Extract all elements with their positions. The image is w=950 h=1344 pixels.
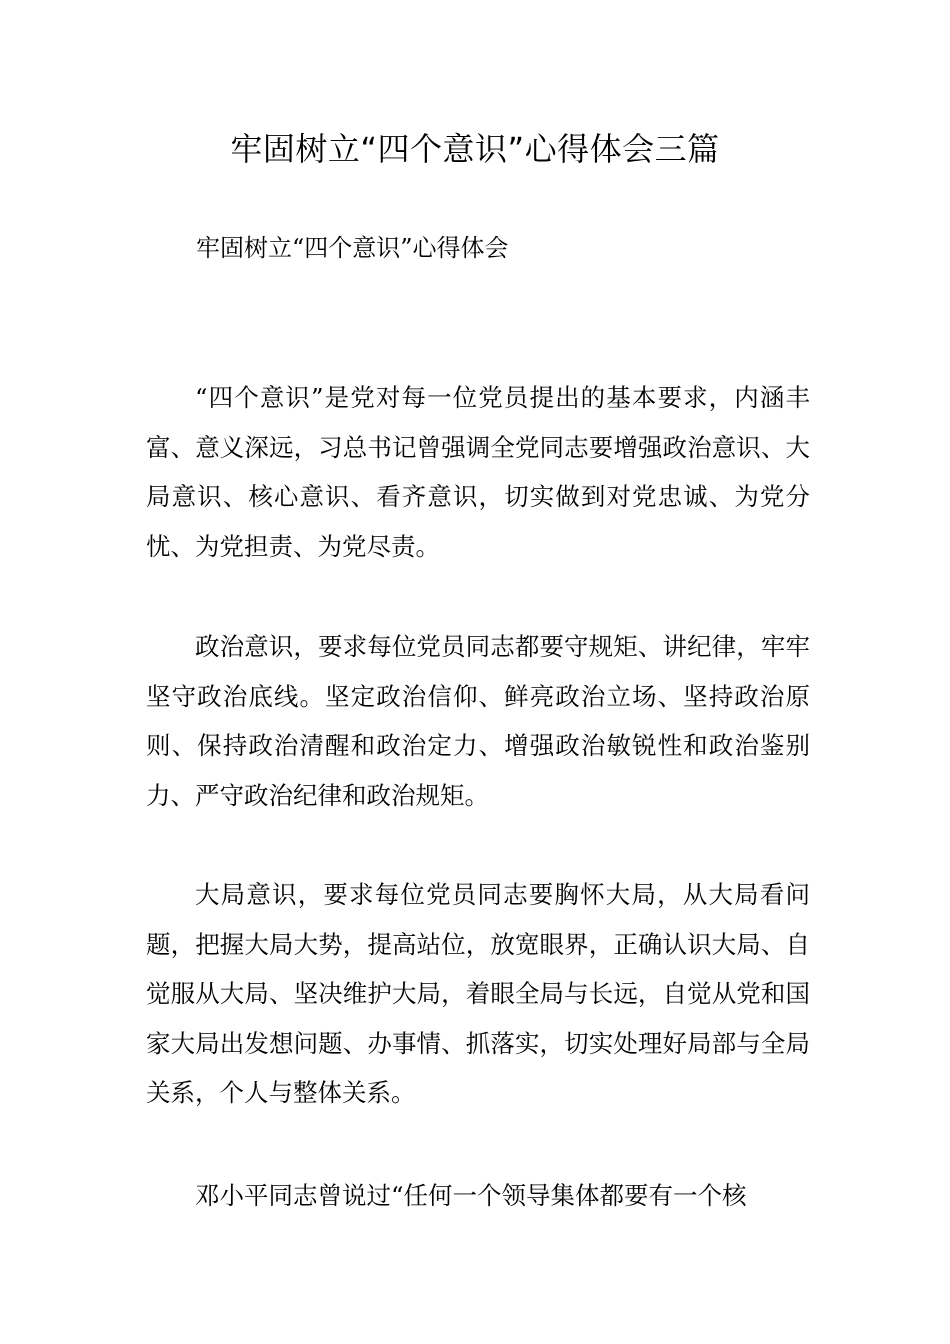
paragraph-political-consciousness: 政治意识，要求每位党员同志都要守规矩、讲纪律，牢牢坚守政治底线。坚定政治信仰、鲜亮政治立场、坚持政治原则、保持政治清醒和政治定力、增强政治敏锐性和政治鉴别力、严守政治纪律和政治规矩。	[146, 632, 810, 810]
document-subtitle: 牢固树立“四个意识”心得体会	[196, 234, 509, 262]
paragraph-four-consciousness: “四个意识”是党对每一位党员提出的基本要求，内涵丰富、意义深远，习总书记曾强调全党同志要增强政治意识、大局意识、核心意识、看齐意识，切实做到对党忠诚、为党分忧、为党担责、为党尽责。	[146, 383, 810, 561]
paragraph-core-consciousness: 邓小平同志曾说过“任何一个领导集体都要有一个核	[195, 1181, 747, 1210]
paragraph-overall-consciousness: 大局意识，要求每位党员同志要胸怀大局，从大局看问题，把握大局大势，提高站位，放宽眼界，正确认识大局、自觉服从大局、坚决维护大局，着眼全局与长远，自觉从党和国家大局出发想问题、办事情、抓落实，切实处理好局部与全局关系，个人与整体关系。	[146, 880, 810, 1107]
document-title: 牢固树立“四个意识”心得体会三篇	[230, 130, 720, 168]
